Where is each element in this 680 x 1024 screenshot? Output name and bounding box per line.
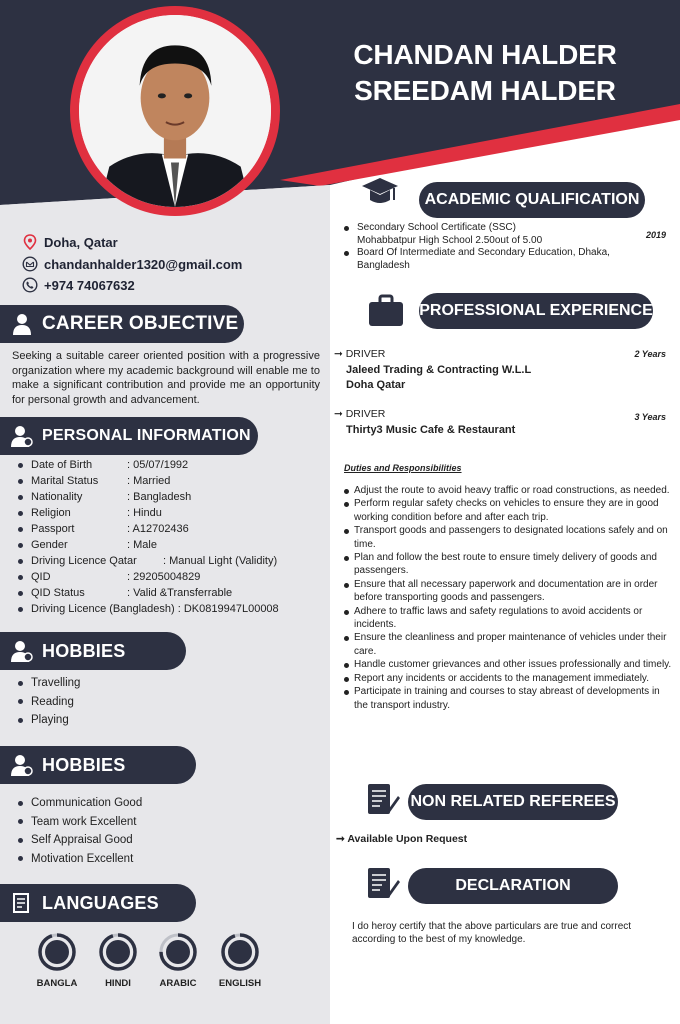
referees-heading: NON RELATED REFEREES	[408, 784, 618, 820]
job-duration: 2 Years	[634, 349, 666, 359]
personal-row	[18, 601, 279, 617]
academic-year: 2019	[645, 230, 666, 240]
job-1: ➞ DRIVER Jaleed Trading & Contracting W.L.L Doha Qatar	[334, 348, 532, 391]
person-id-icon	[10, 424, 34, 448]
field-value: : 29205004829	[127, 571, 201, 583]
field-label: Marital Status	[31, 475, 99, 487]
field-value: : Valid &Transferrable	[127, 587, 233, 599]
language-label: ENGLISH	[218, 978, 262, 989]
personal-row	[18, 521, 279, 537]
job-company: Jaleed Trading & Contracting W.L.L	[346, 363, 532, 376]
field-label: Religion	[31, 507, 71, 519]
academic-heading: ACADEMIC QUALIFICATION	[419, 182, 645, 218]
list-item: Motivation Excellent	[18, 850, 142, 869]
profile-photo	[79, 15, 271, 207]
duties-title: Duties and Responsibilities	[344, 463, 462, 473]
job-role: DRIVER	[345, 408, 386, 420]
list-item: Travelling	[18, 674, 80, 693]
list-item: Adhere to traffic laws and safety regulations to avoid accidents or incidents.	[344, 605, 674, 632]
profile-photo-frame	[70, 6, 280, 216]
language-ring-center	[106, 940, 130, 964]
language-level-ring	[158, 932, 198, 972]
personal-row	[18, 489, 279, 505]
career-objective-text: Seeking a suitable career oriented position with a progressive organization where my academic background will enable me to make a significant contribution and provide me an opportunity for personal growth and advancement.	[12, 350, 320, 406]
name-line-2: SREEDAM HALDER	[354, 75, 616, 106]
list-item: Playing	[18, 711, 80, 730]
language-level-ring	[98, 932, 138, 972]
list-item: Transport goods and passengers to designated locations safely and on time.	[344, 524, 674, 551]
personal-row	[18, 553, 279, 569]
career-objective-heading	[0, 305, 244, 343]
languages-heading	[0, 884, 196, 922]
graduation-cap-icon	[360, 172, 400, 212]
list-item: Board Of Intermediate and Secondary Education, Dhaka, Bangladesh	[344, 247, 634, 272]
list-item: Handle customer grievances and other issues professionally and timely.	[344, 658, 674, 671]
personal-row	[18, 537, 279, 553]
hobbies-heading	[0, 632, 186, 670]
person-icon	[10, 312, 34, 336]
job-2: ➞ DRIVER Thirty3 Music Cafe & Restaurant	[334, 408, 516, 436]
language-ring-center	[228, 940, 252, 964]
field-value: : A12702436	[127, 523, 189, 535]
document-icon	[10, 891, 34, 915]
language-level-ring	[220, 932, 260, 972]
field-label: Gender	[31, 539, 68, 551]
field-label: Date of Birth	[31, 459, 93, 471]
referees-text: ➞ Available Upon Request	[336, 833, 468, 845]
briefcase-icon	[366, 290, 406, 330]
job-company: Thirty3 Music Cafe & Restaurant	[346, 423, 516, 436]
phone-text[interactable]: +974 74067632	[44, 277, 135, 293]
contact-location	[22, 234, 118, 250]
location-text: Doha, Qatar	[44, 234, 118, 250]
list-item: Adjust the route to avoid heavy traffic or road constructions, as needed.	[344, 484, 674, 497]
duties-list	[344, 484, 674, 712]
personal-row	[18, 457, 279, 473]
language-level-ring	[37, 932, 77, 972]
experience-heading: PROFESSIONAL EXPERIENCE	[419, 293, 653, 329]
language-item	[148, 932, 208, 989]
email-icon	[22, 256, 38, 272]
personal-row	[18, 569, 279, 585]
personal-info-title: PERSONAL INFORMATION	[42, 427, 251, 444]
field-label: Nationality	[31, 491, 83, 503]
list-item: Reading	[18, 693, 80, 712]
bd-licence-text: Driving Licence (Bangladesh) : DK0819947L00008	[31, 603, 279, 615]
personal-info-heading	[0, 417, 258, 455]
language-ring-center	[45, 940, 69, 964]
field-label: QID Status	[31, 587, 85, 599]
phone-icon	[22, 277, 38, 293]
field-label: QID	[31, 571, 51, 583]
language-label: BANGLA	[36, 978, 78, 989]
field-value: : Manual Light (Validity)	[163, 555, 278, 567]
field-label: Passport	[31, 523, 75, 535]
note-pen-icon	[362, 780, 402, 820]
language-ring-center	[166, 940, 190, 964]
job-duration: 3 Years	[634, 412, 666, 422]
academic-list	[344, 222, 634, 272]
email-text[interactable]: chandanhalder1320@gmail.com	[44, 256, 243, 272]
personal-info-list	[18, 457, 279, 617]
language-label: ARABIC	[159, 978, 197, 989]
job-location: Doha Qatar	[346, 378, 406, 391]
skills-list	[18, 794, 142, 868]
language-item	[88, 932, 148, 989]
list-item: Self Appraisal Good	[18, 831, 142, 850]
person-id-icon	[10, 753, 34, 777]
contact-phone	[22, 277, 135, 293]
list-item: Report any incidents or accidents to the management immediately.	[344, 672, 674, 685]
job-role: DRIVER	[345, 348, 386, 360]
note-pen-icon	[362, 864, 402, 904]
personal-row	[18, 473, 279, 489]
contact-email	[22, 256, 242, 272]
field-label: Driving Licence Qatar	[31, 555, 137, 567]
language-label: HINDI	[105, 978, 131, 989]
list-item: Participate in training and courses to stay abreast of developments in the transport industry.	[344, 685, 674, 712]
field-value: : Married	[127, 475, 171, 487]
hobbies-title: HOBBIES	[42, 640, 126, 661]
career-objective-title: CAREER OBJECTIVE	[42, 313, 239, 334]
name-line-1: CHANDAN HALDER	[353, 39, 617, 70]
list-item: Plan and follow the best route to ensure timely delivery of goods and passengers.	[344, 551, 674, 578]
person-id-icon	[10, 639, 34, 663]
list-item: Team work Excellent	[18, 813, 142, 832]
languages-title: LANGUAGES	[42, 892, 159, 913]
field-value: : Bangladesh	[127, 491, 192, 503]
list-item: Perform regular safety checks on vehicles to ensure they are in good working condition before and after each trip.	[344, 497, 674, 524]
field-value: : Hindu	[127, 507, 162, 519]
language-item	[27, 932, 87, 989]
field-value: : Male	[127, 539, 157, 551]
personal-row	[18, 585, 279, 601]
list-item: Communication Good	[18, 794, 142, 813]
list-item: Ensure the cleanliness and proper maintenance of vehicles under their care.	[344, 631, 674, 658]
declaration-text: I do heroy certify that the above particulars are true and correct according to the best of my knowledge.	[352, 921, 632, 945]
language-item	[210, 932, 270, 989]
hobbies-list	[18, 674, 80, 730]
hobbies-heading-2	[0, 746, 196, 784]
hobbies-title: HOBBIES	[42, 754, 126, 775]
field-value: : 05/07/1992	[127, 459, 189, 471]
list-item: Ensure that all necessary paperwork and documentation are in order before transporting goods and passengers.	[344, 578, 674, 605]
location-pin-icon	[22, 234, 38, 250]
personal-row	[18, 505, 279, 521]
declaration-heading: DECLARATION	[408, 868, 618, 904]
list-item: Secondary School Certificate (SSC) Mohabbatpur High School 2.50out of 5.00	[344, 222, 554, 247]
